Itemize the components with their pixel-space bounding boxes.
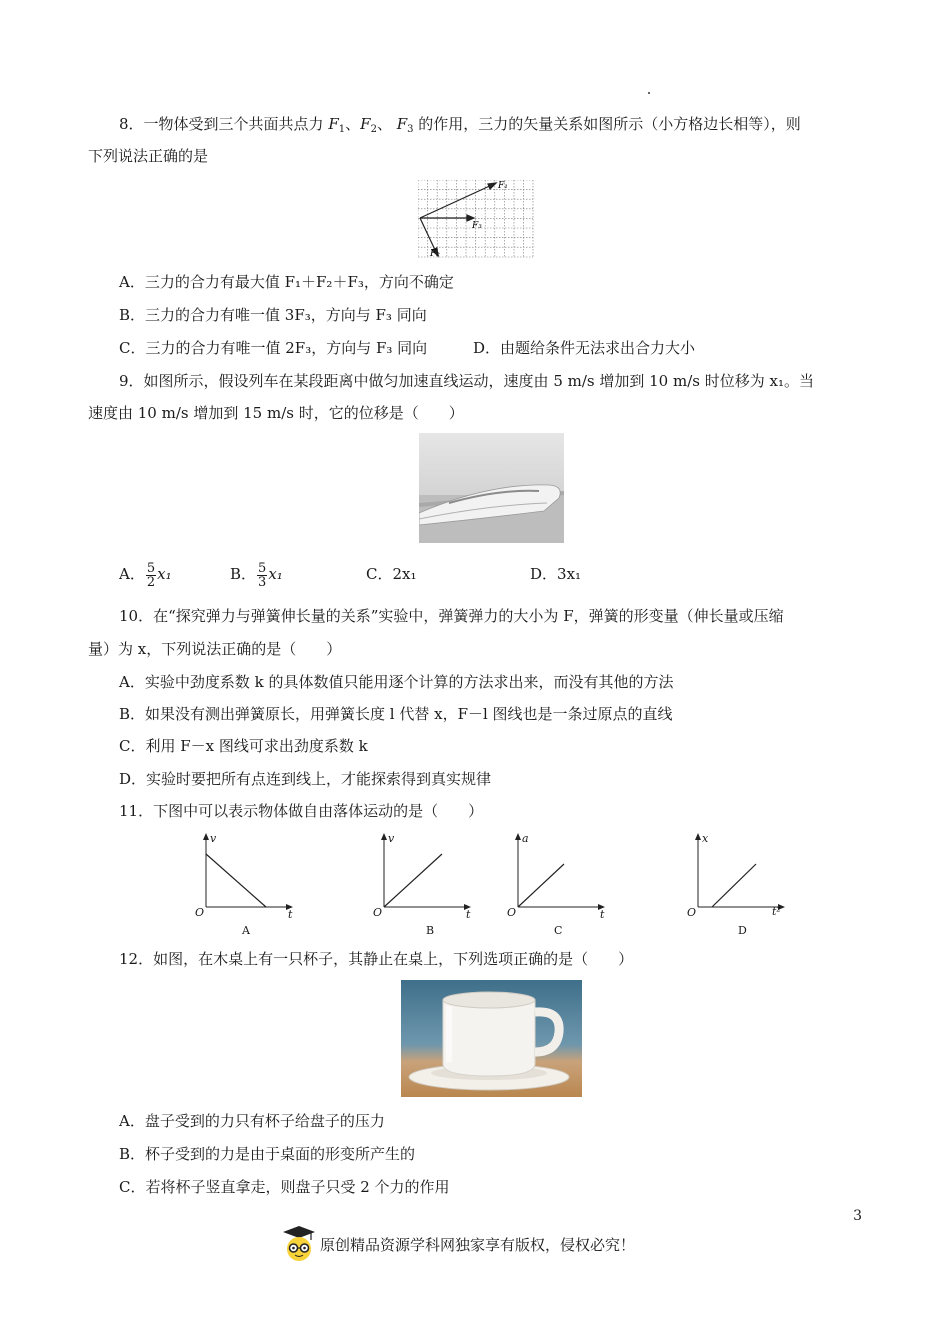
q9-stem-line2: 速度由 10 m/s 增加到 15 m/s 时，它的位移是（ ） [88,404,464,422]
q9-option-d: D．3x₁ [530,565,582,583]
f3-label: F₃ [472,221,482,231]
copyright-text: 原创精品资源学科网独家享有版权，侵权必究！ [320,1235,636,1254]
page-number: 3 [853,1208,862,1224]
q12-stem: 12．如图，在木桌上有一只杯子，其静止在桌上，下列选项正确的是（ ） [119,950,634,968]
q8-option-c: C．三力的合力有唯一值 2F₃，方向与 F₃ 同向 [119,339,428,357]
q9-option-b: B． $\frac{5}{3}$ x₁ [230,560,283,590]
q11-graph-c: a O t C [507,832,605,937]
q12-option-a: A．盘子受到的力只有杯子给盘子的压力 [119,1112,385,1130]
q10-stem-line1: 10．在“探究弹力与弹簧伸长量的关系”实验中，弹簧弹力的大小为 F，弹簧的形变量（伸长量或压缩 [119,607,784,625]
q8-option-a: A．三力的合力有最大值 F₁＋F₂＋F₃，方向不确定 [119,273,454,291]
q9-stem-line1: 9．如图所示，假设列车在某段距离中做匀加速直线运动，速度由 5 m/s 增加到 10 m/s 时位移为 x₁。当 [119,372,814,390]
q10-option-c: C．利用 F－x 图线可求出劲度系数 k [119,737,368,755]
copyright-footer [282,1224,635,1264]
q11-graph-a: v O t A [195,832,293,937]
q8-vector-grid-figure [418,180,534,258]
q9-option-c: C．2x₁ [366,565,417,583]
stray-dot [648,92,650,94]
q11-graph-b: v O t B [373,832,471,937]
f1-label: F₁ [498,181,508,191]
q8-option-d: D．由题给条件无法求出合力大小 [473,339,696,357]
q10-option-a: A．实验中劲度系数 k 的具体数值只能用逐个计算的方法求出来，而没有其他的方法 [119,673,674,691]
cup-photo [401,980,582,1097]
q8-stem-line1: 8．一物体受到三个共面共点力 $F_1$、$F_2$、 $F_3$ 的作用，三力的矢量关系如图所示（小方格边长相等），则 [119,115,801,135]
q11-stem: 11．下图中可以表示物体做自由落体运动的是（ ） [119,802,484,820]
q8-stem-line2: 下列说法正确的是 [88,147,209,165]
q10-stem-line2: 量）为 x，下列说法正确的是（ ） [88,640,342,658]
q9-option-a-fraction: $\frac{5}{2}$ [146,560,156,590]
f2-label: F₂ [430,249,440,258]
train-photo [419,433,564,543]
q9-option-b-fraction: $\frac{5}{3}$ [258,560,267,590]
mascot-icon [282,1225,316,1263]
q9-option-a: A． $\frac{5}{2}$ x₁ [119,560,172,590]
q12-option-c: C．若将杯子竖直拿走，则盘子只受 2 个力的作用 [119,1178,450,1196]
q11-graph-d: x O t² D [684,832,794,942]
q12-option-b: B．杯子受到的力是由于桌面的形变所产生的 [119,1145,416,1163]
q10-option-b: B．如果没有测出弹簧原长，用弹簧长度 l 代替 x，F－l 图线也是一条过原点的直线 [119,705,673,723]
q8-option-b: B．三力的合力有唯一值 3F₃，方向与 F₃ 同向 [119,306,427,324]
q10-option-d: D．实验时要把所有点连到线上，才能探索得到真实规律 [119,770,492,788]
